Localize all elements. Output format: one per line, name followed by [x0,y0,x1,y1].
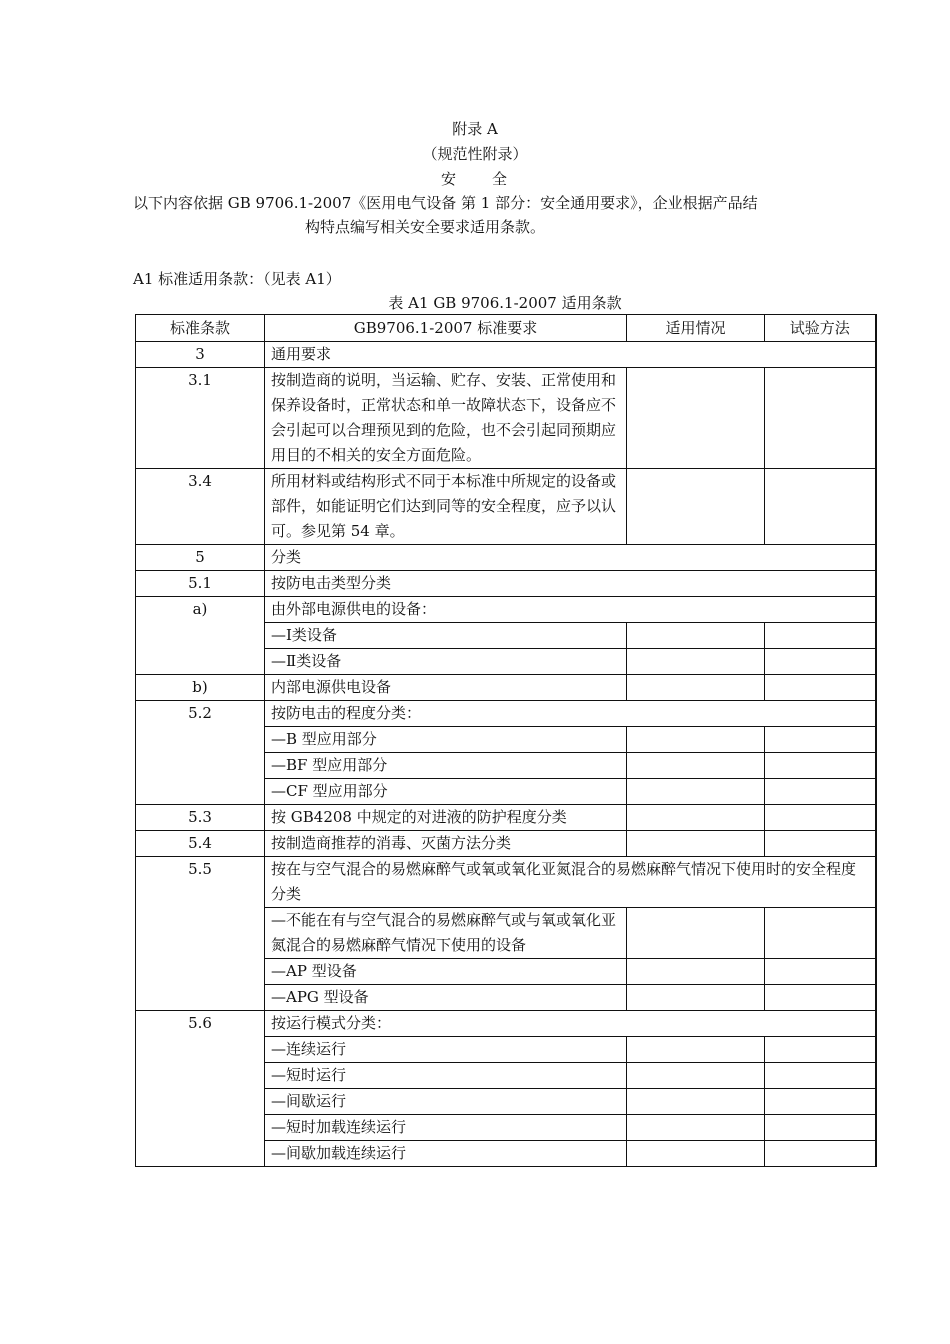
table-row [136,469,876,545]
requirement-cell: —B 型应用部分 [265,727,627,753]
requirement-cell: 所用材料或结构形式不同于本标准中所规定的设备或部件，如能证明它们达到同等的安全程度，应予以认可。参见第 54 章。 [265,469,627,545]
table-row [136,545,876,571]
clause-cell: 3.4 [136,469,265,545]
table-row [136,1011,876,1037]
applicability-cell[interactable] [627,908,765,959]
applicability-cell[interactable] [627,1141,765,1167]
test-method-cell[interactable] [765,1115,876,1141]
requirement-cell: 按制造商推荐的消毒、灭菌方法分类 [265,831,627,857]
col-header-applicability: 适用情况 [627,315,765,342]
requirement-cell: 按 GB4208 中规定的对进液的防护程度分类 [265,805,627,831]
clause-cell: 5.6 [136,1011,265,1167]
requirement-cell: —间歇运行 [265,1089,627,1115]
applicability-cell[interactable] [627,1063,765,1089]
requirement-cell: 由外部电源供电的设备： [265,597,876,623]
test-method-cell[interactable] [765,1141,876,1167]
requirement-cell: —BF 型应用部分 [265,753,627,779]
applicability-cell[interactable] [627,1037,765,1063]
col-header-clause: 标准条款 [136,315,265,342]
test-method-cell[interactable] [765,649,876,675]
applicability-cell[interactable] [627,368,765,469]
applicability-cell[interactable] [627,649,765,675]
table-row [136,571,876,597]
requirement-cell: —APG 型设备 [265,985,627,1011]
clause-cell: 3 [136,342,265,368]
requirement-cell: 按防电击类型分类 [265,571,876,597]
applicability-cell[interactable] [627,675,765,701]
test-method-cell[interactable] [765,1037,876,1063]
requirement-cell: 内部电源供电设备 [265,675,627,701]
clause-cell: a) [136,597,265,675]
table-row [136,805,876,831]
col-header-test-method: 试验方法 [765,315,876,342]
requirement-cell: 通用要求 [265,342,876,368]
requirement-cell: 按运行模式分类： [265,1011,876,1037]
applicability-cell[interactable] [627,469,765,545]
intro-line-1: 以下内容依据 GB 9706.1-2007《医用电气设备 第 1 部分：安全通用要求》，企业根据产品结 [133,194,758,212]
clause-cell: 5.5 [136,857,265,1011]
applicability-cell[interactable] [627,831,765,857]
table-row [136,368,876,469]
applicability-cell[interactable] [627,779,765,805]
test-method-cell[interactable] [765,1063,876,1089]
clause-table [135,314,877,1167]
appendix-title: 附录 A [452,120,498,138]
test-method-cell[interactable] [765,805,876,831]
clause-cell: 5.3 [136,805,265,831]
clause-cell: 5.1 [136,571,265,597]
requirement-cell: 分类 [265,545,876,571]
a1-label: A1 标准适用条款：（见表 A1） [133,270,341,288]
requirement-cell: —Ⅰ类设备 [265,623,627,649]
table-row [136,675,876,701]
intro-line-2: 构特点编写相关安全要求适用条款。 [305,218,546,236]
test-method-cell[interactable] [765,623,876,649]
test-method-cell[interactable] [765,675,876,701]
requirement-cell: —短时运行 [265,1063,627,1089]
clause-cell: 5.2 [136,701,265,805]
requirement-cell: —不能在有与空气混合的易燃麻醉气或与氧或氧化亚氮混合的易燃麻醉气情况下使用的设备 [265,908,627,959]
test-method-cell[interactable] [765,1089,876,1115]
requirement-cell: 按在与空气混合的易燃麻醉气或氧或氧化亚氮混合的易燃麻醉气情况下使用时的安全程度分类 [265,857,876,908]
applicability-cell[interactable] [627,959,765,985]
requirement-cell: —连续运行 [265,1037,627,1063]
clause-cell: 5.4 [136,831,265,857]
applicability-cell[interactable] [627,623,765,649]
test-method-cell[interactable] [765,368,876,469]
table-caption: 表 A1 GB 9706.1-2007 适用条款 [388,294,622,312]
test-method-cell[interactable] [765,779,876,805]
requirement-cell: 按防电击的程度分类： [265,701,876,727]
requirement-cell: —Ⅱ类设备 [265,649,627,675]
requirement-cell: —AP 型设备 [265,959,627,985]
test-method-cell[interactable] [765,985,876,1011]
test-method-cell[interactable] [765,959,876,985]
applicability-cell[interactable] [627,753,765,779]
requirement-cell: 按制造商的说明，当运输、贮存、安装、正常使用和保养设备时，正常状态和单一故障状态下，设备应不会引起可以合理预见到的危险，也不会引起同预期应用目的不相关的安全方面危险。 [265,368,627,469]
applicability-cell[interactable] [627,1115,765,1141]
applicability-cell[interactable] [627,805,765,831]
test-method-cell[interactable] [765,727,876,753]
table-row [136,701,876,727]
test-method-cell[interactable] [765,469,876,545]
requirement-cell: —间歇加载连续运行 [265,1141,627,1167]
col-header-requirement: GB9706.1-2007 标准要求 [265,315,627,342]
applicability-cell[interactable] [627,727,765,753]
section-title: 安 全 [440,170,509,188]
clause-cell: 3.1 [136,368,265,469]
appendix-type: （规范性附录） [422,145,528,163]
clause-cell: b) [136,675,265,701]
table-row [136,857,876,908]
table-row [136,831,876,857]
table-row [136,597,876,623]
requirement-cell: —CF 型应用部分 [265,779,627,805]
clause-cell: 5 [136,545,265,571]
test-method-cell[interactable] [765,831,876,857]
test-method-cell[interactable] [765,753,876,779]
test-method-cell[interactable] [765,908,876,959]
requirement-cell: —短时加载连续运行 [265,1115,627,1141]
applicability-cell[interactable] [627,1089,765,1115]
applicability-cell[interactable] [627,985,765,1011]
table-body [136,342,876,1167]
table-row [136,342,876,368]
